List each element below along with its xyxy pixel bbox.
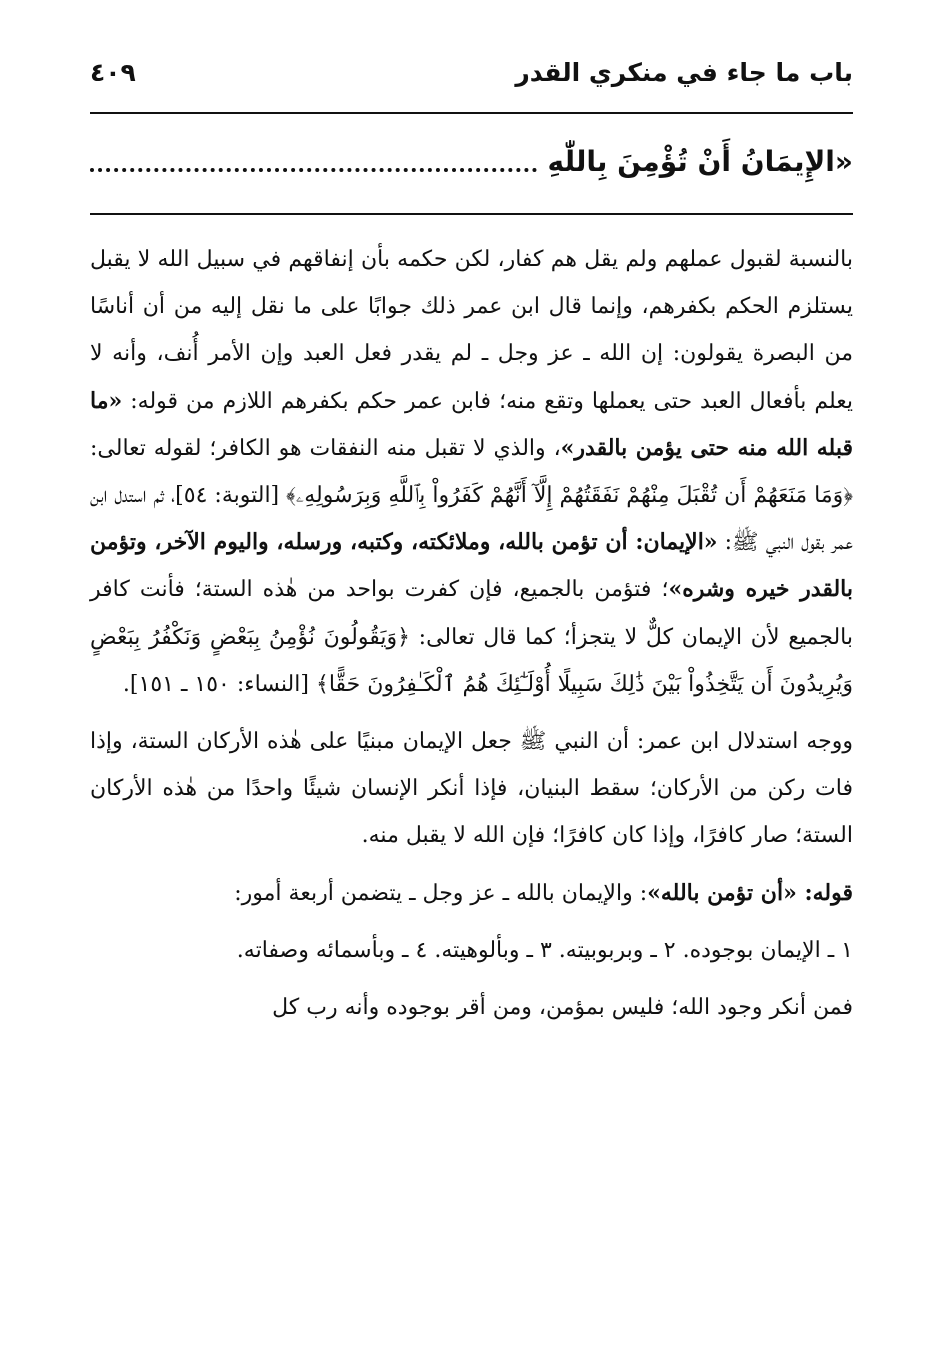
text-segment: فمن أنكر وجود الله؛ فليس بمؤمن، ومن أقر بوجوده وأنه رب كل [272,995,853,1021]
quran-verse: ﴿وَيَقُولُونَ نُؤْمِنُ بِبَعْضٍ وَنَكْفُرُ بِبَعْضٍ وَيُرِيدُونَ أَن يَتَّخِذُواْ بَيْنَ ذَٰلِكَ سَبِيلًا أُوْلَـٰٓئِكَ هُمُ ٱلْكَـٰفِرُونَ حَقًّا﴾ [90,624,853,697]
page-number: ٤٠٩ [90,58,136,87]
hadith-quote: «الإيمان: أن تؤمن بالله، وملائكته، وكتبه، ورسله، واليوم الآخر، وتؤمن بالقدر خيره وشره» [90,529,853,603]
hadith-quote: «أن تؤمن بالله» [647,879,797,906]
paragraph-1 [90,236,853,708]
text-segment: بالنسبة لقبول عملهم ولم يقل هم كفار، لكن حكمه بأن إنفاقهم في سبيل الله لا يقبل يستلزم الحكم بكفرهم، وإنما قال ابن عمر ذلك جوابًا على ما نقل إليه من أن أناسًا من البصرة يقولون: إن الله ـ عز وجل ـ لم يقدر فعل العبد وإن الأمر أُنف، وأنه لا يعلم بأفعال العبد حتى يعملها وتقع منه؛ فابن عمر حكم بكفرهم اللازم من قوله: [90,247,853,414]
body-text [90,236,853,1041]
paragraph-4 [90,927,853,974]
text-segment: ؛ فتؤمن بالجميع، فإن كفرت بواحد من هٰذه الستة؛ فأنت كافر بالجميع لأن الإيمان كلٌّ لا يتجزأ؛ كما قال تعالى: [90,577,853,650]
header-rule-bottom [90,213,853,215]
verse-reference: [التوبة: ٥٤]، ثم استدل ابن عمر بقول النبي ﷺ: [90,483,853,556]
paragraph-2 [90,718,853,860]
qawluhu-label: قوله: [796,879,853,906]
quran-verse: ﴿وَمَا مَنَعَهُمْ أَن تُقْبَلَ مِنْهُمْ نَفَقَتُهُمْ إِلَّآ أَنَّهُمْ كَفَرُواْ بِٱللَّهِ وَبِرَسُولِهِۦ﴾ [286,483,854,509]
text-segment: ووجه استدلال ابن عمر: أن النبي ﷺ جعل الإيمان مبنيًا على هٰذه الأركان الستة، وإذا فات ركن من الأركان؛ سقط البنيان، فإذا أنكر الإنسان شيئًا واحدًا من هٰذه الأركان الستة؛ صار كافرًا، وإذا كان كافرًا؛ فإن الله لا يقبل منه. [90,729,853,849]
book-page [90,0,853,1355]
verse-reference: [النساء: ١٥٠ ـ ١٥١]. [122,671,316,697]
hadith-quote: «ما قبله الله منه حتى يؤمن بالقدر» [90,387,853,461]
paragraph-5 [90,984,853,1031]
paragraph-3 [90,870,853,917]
text-segment: ، والذي لا تقبل منه النفقات هو الكافر؛ لقوله تعالى: [90,435,561,461]
hadith-heading [90,138,853,184]
chapter-title: باب ما جاء في منكري القدر [515,58,853,87]
header-rule-top [90,112,853,114]
running-header [90,58,853,98]
text-segment: : والإيمان بالله ـ عز وجل ـ يتضمن أربعة أمور: [234,880,648,906]
hadith-heading-text: «الإِيمَانُ أَنْ تُؤْمِنَ بِاللّٰهِ [547,144,853,178]
text-segment: ١ ـ الإيمان بوجوده. ٢ ـ وبربوبيته. ٣ ـ وبألوهيته. ٤ ـ وبأسمائه وصفاته. [236,937,853,963]
dot-leader [90,162,537,172]
